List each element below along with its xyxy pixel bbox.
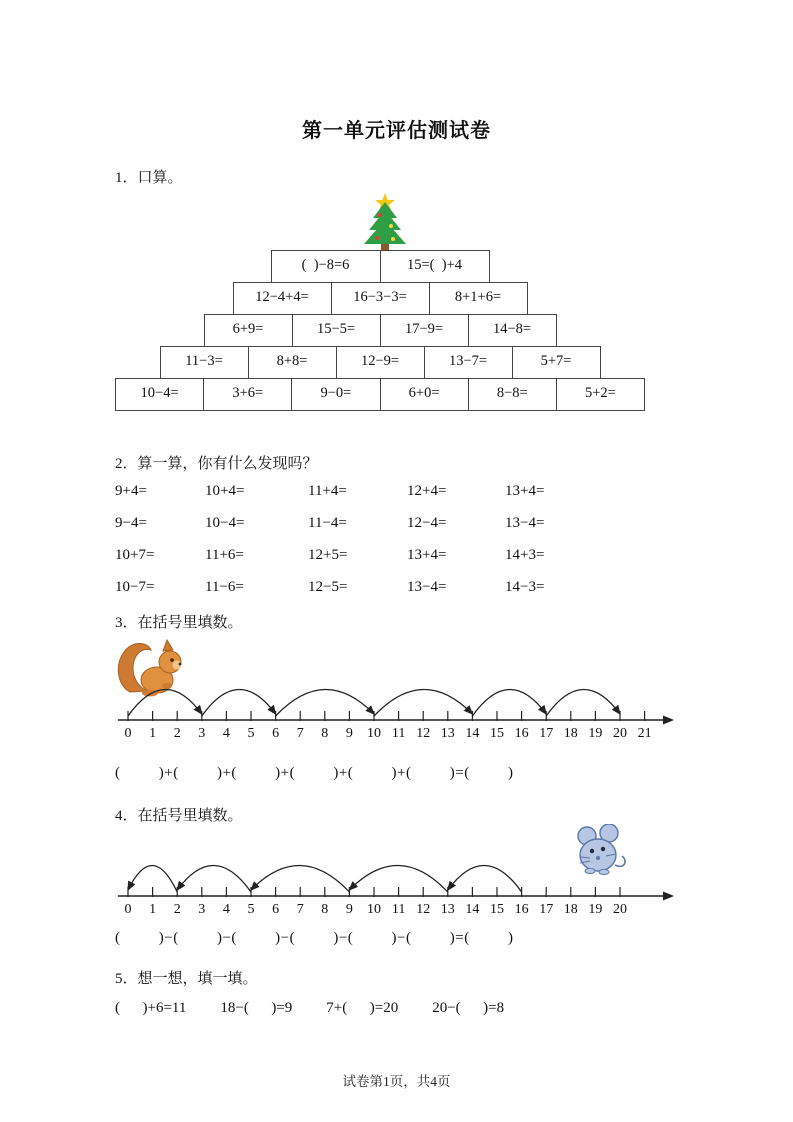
q4-numberline <box>108 848 688 932</box>
svg-text:13: 13 <box>440 726 455 741</box>
svg-text:7: 7 <box>296 726 304 741</box>
q2-expression: 11+6= <box>205 547 244 563</box>
q3-numberline <box>108 672 688 756</box>
q5-expression: ( )+6=11 <box>115 1000 187 1016</box>
q2-grid <box>115 483 585 611</box>
svg-text:10: 10 <box>367 726 381 741</box>
pyramid-cell: 13−7= <box>424 346 513 379</box>
pyramid-cell: 15=( )+4 <box>380 250 490 283</box>
q2-expression: 12+4= <box>407 483 447 499</box>
pyramid-cell: 17−9= <box>380 314 469 347</box>
q3-equation: ( )+( )+( )+( )+( )+( )=( ) <box>115 765 514 781</box>
svg-text:11: 11 <box>391 902 406 917</box>
svg-text:1: 1 <box>149 902 157 917</box>
page-footer: 试卷第1页，共4页 <box>342 1074 451 1089</box>
svg-text:12: 12 <box>416 726 431 741</box>
svg-text:2: 2 <box>173 726 181 741</box>
svg-text:2: 2 <box>173 902 181 917</box>
pyramid-cell: 10−4= <box>115 378 204 411</box>
pyramid-cell: 12−9= <box>336 346 425 379</box>
svg-text:5: 5 <box>247 726 255 741</box>
pyramid-cell: 14−8= <box>468 314 557 347</box>
pyramid-cell: 9−0= <box>291 378 380 411</box>
pyramid-cell: 3+6= <box>203 378 292 411</box>
q2-expression: 9+4= <box>115 483 147 499</box>
q2-expression: 11−4= <box>308 515 347 531</box>
svg-text:8: 8 <box>321 726 329 741</box>
pyramid-cell: 8−8= <box>468 378 557 411</box>
svg-text:6: 6 <box>272 902 280 917</box>
q3-label: 3．在括号里填数。 <box>115 615 243 631</box>
pyramid-cell: 6+0= <box>380 378 469 411</box>
svg-text:0: 0 <box>124 902 132 917</box>
svg-text:17: 17 <box>539 726 554 741</box>
svg-text:19: 19 <box>588 902 603 917</box>
svg-text:18: 18 <box>563 726 578 741</box>
svg-text:4: 4 <box>222 726 230 741</box>
svg-text:5: 5 <box>247 902 255 917</box>
svg-text:8: 8 <box>321 902 329 917</box>
q1-label: 1．口算。 <box>115 170 183 186</box>
svg-text:11: 11 <box>391 726 406 741</box>
pyramid-cell: 6+9= <box>204 314 293 347</box>
q5-expression: 20−( )=8 <box>432 1000 505 1016</box>
pyramid-cell: 12−4+4= <box>233 282 332 315</box>
svg-text:9: 9 <box>345 726 353 741</box>
q2-label: 2．算一算，你有什么发现吗？ <box>115 456 318 472</box>
q2-expression: 9−4= <box>115 515 147 531</box>
q2-expression: 13+4= <box>407 547 447 563</box>
pyramid-row <box>115 250 645 283</box>
svg-text:3: 3 <box>198 902 206 917</box>
q2-expression: 12−5= <box>308 579 348 595</box>
svg-text:15: 15 <box>490 726 504 741</box>
christmas-tree-icon <box>360 193 410 253</box>
pyramid-cell: 15−5= <box>292 314 381 347</box>
q2-expression: 10−7= <box>115 579 155 595</box>
svg-text:7: 7 <box>296 902 304 917</box>
svg-text:20: 20 <box>613 902 627 917</box>
q2-expression: 10−4= <box>205 515 245 531</box>
q5-label: 5．想一想，填一填。 <box>115 971 258 987</box>
q5-equations <box>115 1000 504 1017</box>
pyramid-cell: 16−3−3= <box>331 282 430 315</box>
q2-expression: 12+5= <box>308 547 348 563</box>
svg-text:13: 13 <box>440 902 455 917</box>
pyramid-row <box>115 346 645 379</box>
q2-expression: 11−6= <box>205 579 244 595</box>
svg-text:1: 1 <box>149 726 157 741</box>
svg-text:21: 21 <box>637 726 652 741</box>
svg-text:17: 17 <box>539 902 554 917</box>
svg-text:15: 15 <box>490 902 504 917</box>
q1-pyramid <box>115 250 645 411</box>
svg-text:6: 6 <box>272 726 280 741</box>
pyramid-cell: 8+1+6= <box>429 282 528 315</box>
q4-label: 4．在括号里填数。 <box>115 808 243 824</box>
pyramid-row <box>115 314 645 347</box>
q2-expression: 13−4= <box>407 579 447 595</box>
q4-equation: ( )−( )−( )−( )−( )−( )=( ) <box>115 930 514 946</box>
pyramid-cell: 5+2= <box>556 378 645 411</box>
svg-text:0: 0 <box>124 726 132 741</box>
svg-text:14: 14 <box>465 902 480 917</box>
q2-expression: 10+7= <box>115 547 155 563</box>
pyramid-row <box>115 378 645 411</box>
q2-expression: 12−4= <box>407 515 447 531</box>
q2-expression: 14+3= <box>505 547 545 563</box>
svg-text:3: 3 <box>198 726 206 741</box>
q2-expression: 13+4= <box>505 483 545 499</box>
q5-expression: 7+( )=20 <box>326 1000 399 1016</box>
svg-text:19: 19 <box>588 726 603 741</box>
q5-expression: 18−( )=9 <box>220 1000 293 1016</box>
page-title: 第一单元评估测试卷 <box>302 120 491 142</box>
pyramid-cell: 8+8= <box>248 346 337 379</box>
svg-text:4: 4 <box>222 902 230 917</box>
svg-text:18: 18 <box>563 902 578 917</box>
svg-text:10: 10 <box>367 902 381 917</box>
svg-text:14: 14 <box>465 726 480 741</box>
q2-expression: 10+4= <box>205 483 245 499</box>
pyramid-cell: ( )−8=6 <box>271 250 381 283</box>
q2-expression: 14−3= <box>505 579 545 595</box>
svg-text:12: 12 <box>416 902 431 917</box>
pyramid-cell: 11−3= <box>160 346 249 379</box>
pyramid-row <box>115 282 645 315</box>
pyramid-cell: 5+7= <box>512 346 601 379</box>
q2-expression: 11+4= <box>308 483 347 499</box>
q2-expression: 13−4= <box>505 515 545 531</box>
svg-text:20: 20 <box>613 726 627 741</box>
svg-text:16: 16 <box>514 902 529 917</box>
svg-text:16: 16 <box>514 726 529 741</box>
svg-text:9: 9 <box>345 902 353 917</box>
